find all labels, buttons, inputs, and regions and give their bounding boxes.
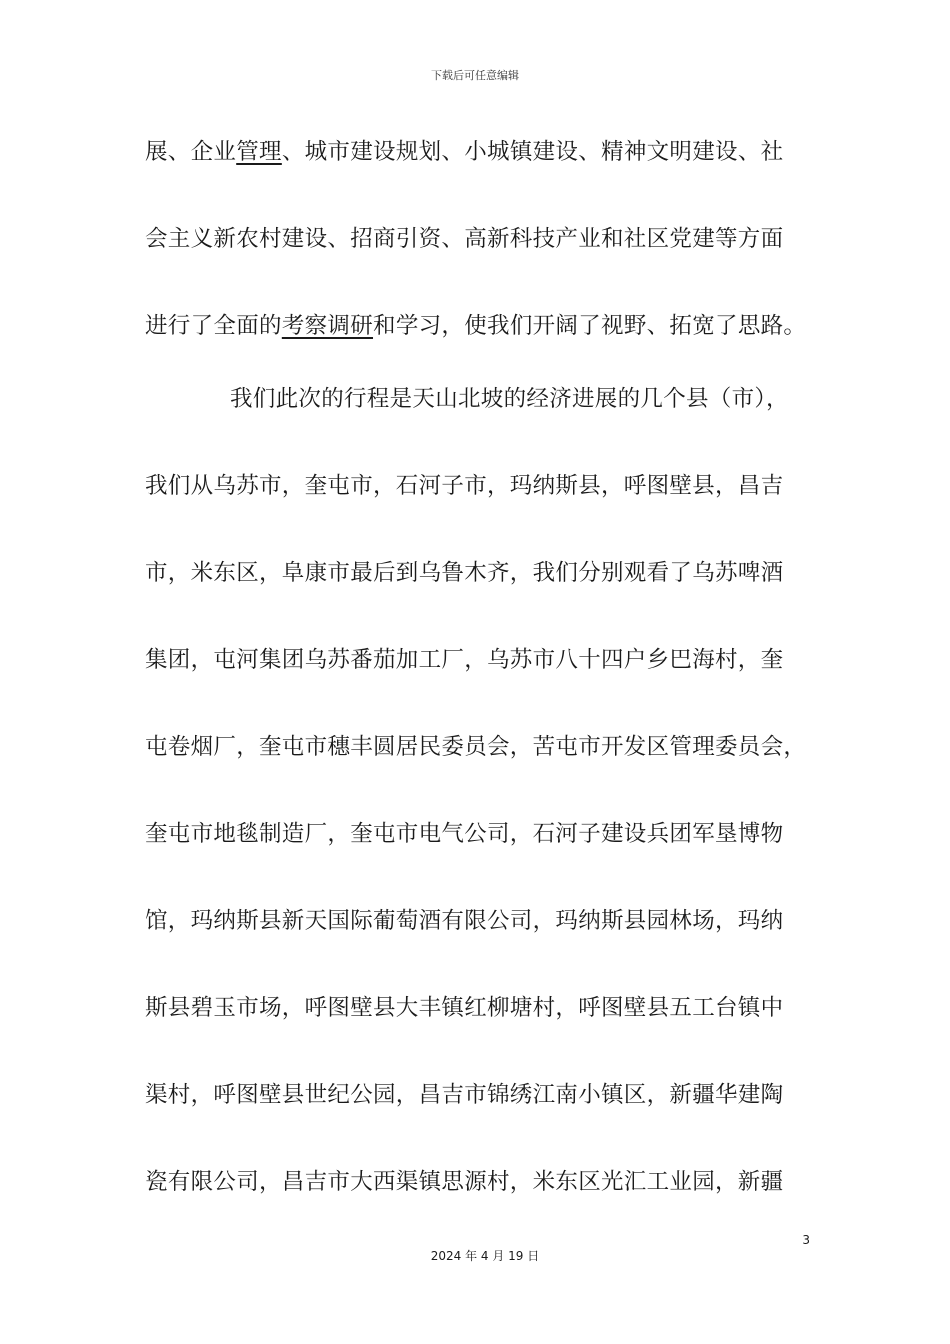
- text-line: 会主义新农村建设、招商引资、高新科技产业和社区党建等方面: [145, 226, 784, 252]
- text-line: 馆，玛纳斯县新天国际葡萄酒有限公司，玛纳斯县园林场，玛纳: [145, 908, 784, 934]
- paragraph-first-line: 我们此次的行程是天山北坡的经济进展的几个县（市），: [230, 386, 789, 412]
- text-line: 奎屯市地毯制造厂，奎屯市电气公司，石河子建设兵团军垦博物: [145, 821, 784, 847]
- text-run: 、城市建设规划、小城镇建设、精神文明建设、社: [281, 139, 784, 165]
- text-line: 市，米东区，阜康市最后到乌鲁木齐，我们分别观看了乌苏啤酒: [145, 560, 784, 586]
- text-line: 斯县碧玉市场，呼图壁县大丰镇红柳塘村，呼图壁县五工台镇中: [145, 995, 784, 1021]
- text-line: 屯卷烟厂，奎屯市穗丰圆居民委员会，苦屯市开发区管理委员会，: [145, 734, 807, 760]
- text-line: [145, 306, 806, 346]
- page-number: 3: [802, 1233, 810, 1247]
- text-line: [145, 132, 783, 172]
- text-line: 我们从乌苏市，奎屯市，石河子市，玛纳斯县，呼图壁县，昌吉: [145, 473, 784, 499]
- text-run: 和学习，使我们开阔了视野、拓宽了思路。: [373, 313, 807, 339]
- text-line: 瓷有限公司，昌吉市大西渠镇思源村，米东区光汇工业园，新疆: [145, 1169, 784, 1195]
- page-header: 下载后可任意编辑: [431, 69, 519, 82]
- text-line: 集团，屯河集团乌苏番茄加工厂，乌苏市八十四户乡巴海村，奎: [145, 647, 784, 673]
- text-line: 渠村，呼图壁县世纪公园，昌吉市锦绣江南小镇区，新疆华建陶: [145, 1082, 784, 1108]
- underlined-link-text[interactable]: 考察调研: [281, 313, 374, 339]
- text-run: 进行了全面的: [145, 313, 282, 339]
- footer-date: 2024 年 4 月 19 日: [430, 1249, 540, 1263]
- underlined-link-text[interactable]: 管理: [236, 139, 282, 165]
- text-run: 展、企业: [145, 139, 237, 165]
